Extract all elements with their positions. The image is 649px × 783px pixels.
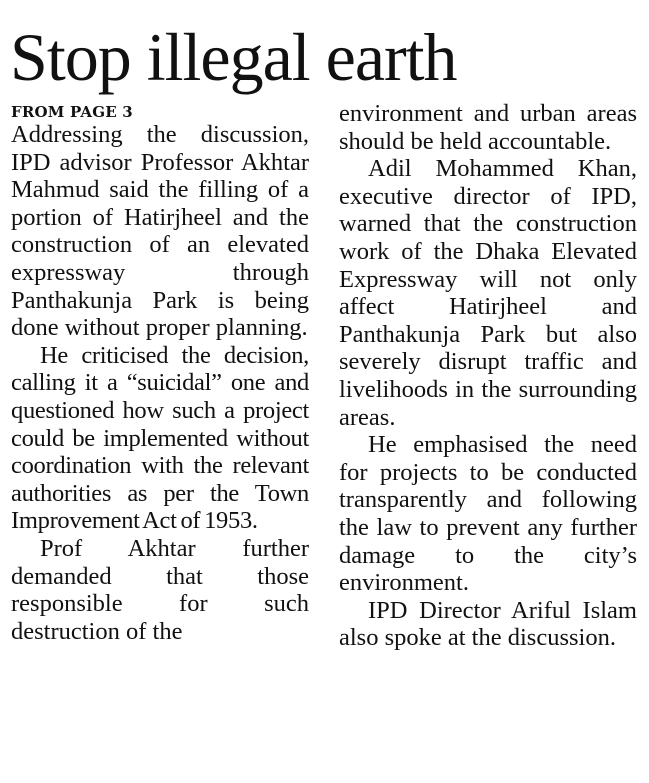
paragraph-prof-akhtar: Prof Akhtar further demanded that those responsible for such destruction of the [11, 534, 309, 645]
continued-from-kicker: FROM PAGE 3 [11, 103, 133, 121]
paragraph-adil-khan: Adil Mohammed Khan, executive director of IPD, warned that the construction work of the Dhaka Elevated Expressway will not only affect Hatirjheel and Panthakunja Park but also severely disrupt traffic and livelihoods in the surrounding areas. [339, 155, 637, 431]
right-column [339, 100, 637, 652]
paragraph-criticised: He criticised the decision, calling it a “suicidal” one and questioned how such a project could be implemented without coordination with the relevant authorities as per the Town Improvement Act of 1953. [11, 341, 309, 535]
paragraph-ariful-islam: IPD Director Ariful Islam also spoke at the discussion. [339, 596, 637, 652]
paragraph-environment: environment and urban areas should be held accountable. [339, 100, 637, 155]
left-column [11, 100, 309, 645]
paragraph-emphasised: He emphasised the need for projects to be conducted transparently and following the law to prevent any further damage to the city’s environment. [339, 431, 637, 597]
paragraph-addressing: Addressing the discussion, IPD advisor Professor Akhtar Mahmud said the filling of a portion of Hatirjheel and the construction of an elevated expressway through Panthakunja Park is being done without proper planning. [11, 121, 309, 342]
headline: Stop illegal earth [10, 19, 457, 95]
